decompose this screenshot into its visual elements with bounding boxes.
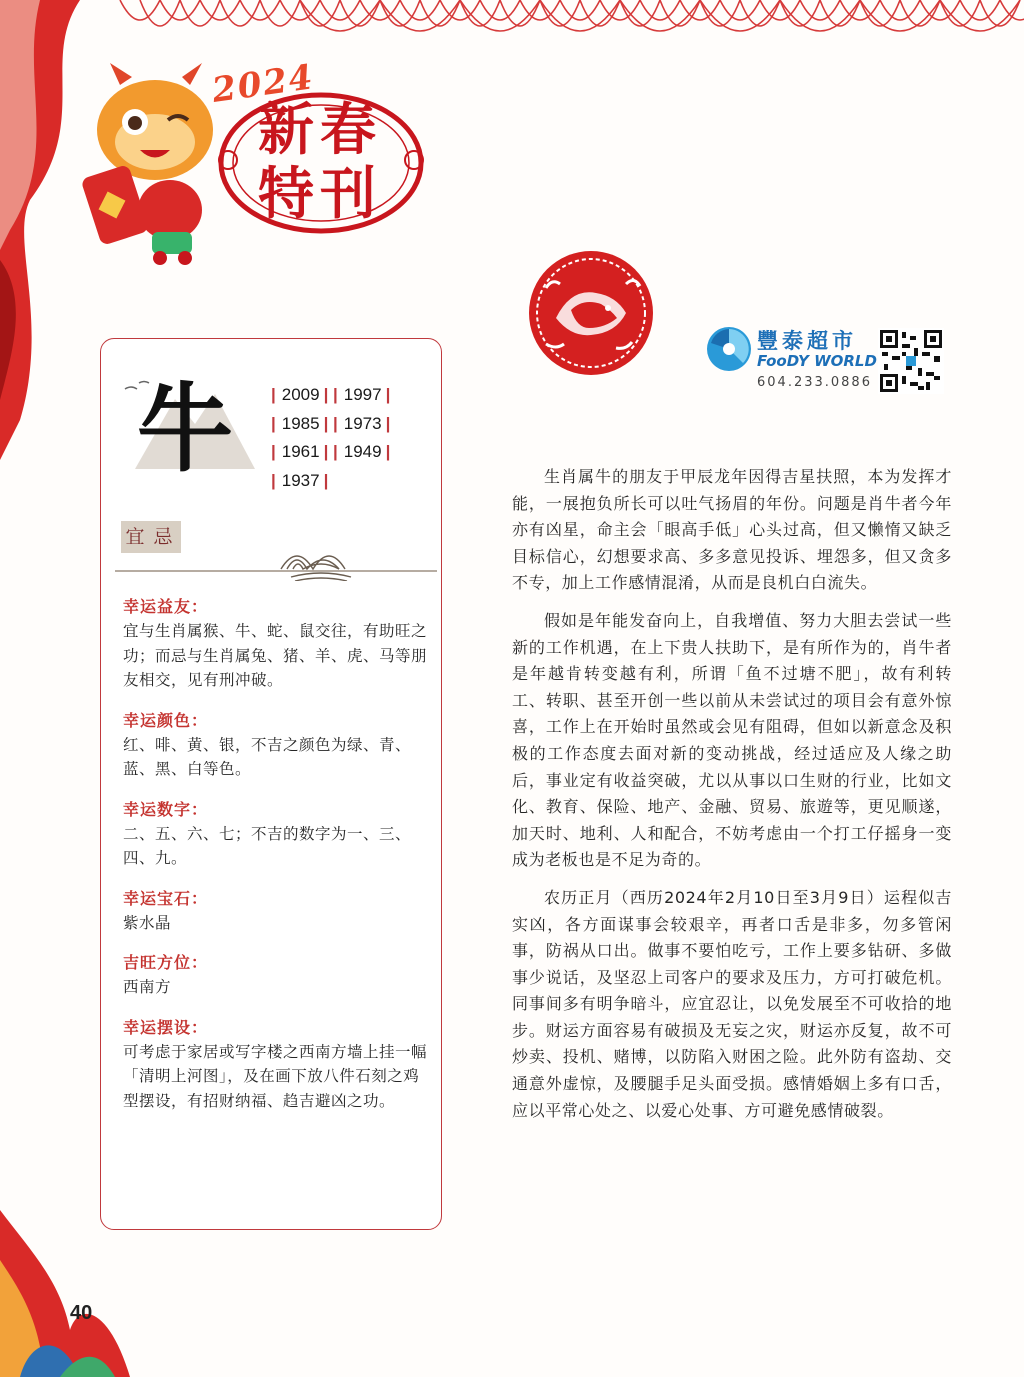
section-lucky-colors [123, 709, 429, 782]
store-name-en: FooDY WORLD [757, 352, 877, 370]
section-heading: 吉旺方位： [123, 953, 209, 972]
page-number: 40 [70, 1302, 93, 1324]
year: | 1961 | [271, 438, 333, 467]
section-heading: 幸运益友： [123, 597, 209, 616]
section-lucky-decor [123, 1016, 429, 1114]
yi-label: 宜 [125, 526, 145, 548]
section-heading: 幸运摆设： [123, 1017, 209, 1037]
paragraph: 假如是年能发奋向上，自我增值、努力大胆去尝试一些新的工作机遇，在上下贵人扶助下，是有所作为的，肖牛者是年越肯转变越有利，所谓「鱼不过塘不肥」，故有利转工、转职、甚至开创一些以前从未尝试过的项目会有意外惊喜，工作上在开始时虽然或会见有阻碍，但如以新意念及积极的工作态度去面对新的变动挑战，经过适应及人缘之助后，事业定有收益突破，尤以从事以口生财的行业，比如文化、教育、保险、地产、金融、贸易、旅遊等，更见顺遂，加天时、地利、人和配合，不妨考虑由一个打工仔摇身一变成为老板也是不足为奇的。 [512, 610, 952, 870]
store-name: 豐泰超市 [757, 329, 857, 353]
store-advertisement [705, 325, 945, 395]
section-text: 西南方 [123, 978, 172, 996]
year: | 1949 | [333, 438, 395, 467]
paragraph: 生肖属牛的朋友于甲辰龙年因得吉星扶照，本为发挥才能，一展抱负所长可以吐气扬眉的年份。问题是肖牛者今年亦有凶星，命主会「眼高手低」心头过高，但又懒惰又缺乏目标信心，幻想要求高、多多意见投诉、埋怨多，但又贪多不专，加上工作感情混淆，从而是良机白白流失。 [512, 467, 952, 593]
store-logo-icon [705, 325, 753, 373]
birth-years [271, 381, 431, 495]
lucky-sections [123, 595, 429, 1129]
zodiac-character: 牛 [137, 372, 233, 485]
dragon-mascot-icon [60, 60, 225, 265]
ox-papercut-icon [516, 248, 666, 378]
section-text: 宜与生肖属猴、牛、蛇、鼠交往，有助旺之功；而忌与生肖属兔、猪、羊、虎、马等朋友相交，见有刑冲破。 [123, 622, 428, 689]
qr-code-icon[interactable] [878, 328, 944, 394]
section-heading: 幸运数字： [123, 799, 209, 819]
flame-decoration [0, 1190, 150, 1377]
page-title: 新春特刊 [258, 97, 382, 227]
year: | 1937 | [271, 467, 333, 496]
zodiac-info-card [100, 338, 442, 1230]
section-text: 可考虑于家居或写字楼之西南方墙上挂一幅「清明上河图」，及在画下放八件石刻之鸡型摆设，有招财纳福、趋吉避凶之功。 [123, 1042, 428, 1110]
section-heading: 幸运颜色： [123, 710, 209, 730]
title-year: 2024 [209, 57, 317, 111]
section-text: 红、啡、黄、银，不吉之颜色为绿、青、蓝、黑、白等色。 [123, 735, 412, 778]
section-lucky-direction [123, 951, 429, 1000]
ji-label: 忌 [153, 526, 173, 548]
store-phone: 604.233.0886 [757, 375, 872, 390]
paragraph: 农历正月（西历2024年2月10日至3月9日）运程似吉实凶，各方面谋事会较艰辛，再者口舌是非多，勿多管闲事，防祸从口出。做事不要怕吃亏，工作上要多钻研、多做事少说话，及坚忍上司客户的要求及压力，方可打破危机。同事间多有明争暗斗，应宜忍让，以免发展至不可收拾的地步。财运方面容易有破损及无妄之灾，财运亦反复，故不可炒卖、投机、赌博，以防陷入财困之险。此外防有盗劫、交通意外虚惊，及腰腿手足头面受损。感情婚姻上多有口舌，应以平常心处之、以爱心处事、方可避免感情破裂。 [512, 887, 952, 1120]
section-lucky-friends [123, 595, 429, 693]
section-lucky-gem [123, 887, 429, 936]
yi-ji-label [121, 521, 181, 553]
year: | 2009 | [271, 381, 333, 410]
section-text: 紫水晶 [123, 913, 172, 932]
article-body [512, 464, 952, 1135]
year: | 1973 | [333, 410, 395, 439]
year: | 1997 | [333, 381, 395, 410]
year: | 1985 | [271, 410, 333, 439]
section-lucky-numbers [123, 798, 429, 871]
section-text: 二、五、六、七；不吉的数字为一、三、四、九。 [123, 824, 412, 867]
section-heading: 幸运宝石： [123, 888, 209, 908]
